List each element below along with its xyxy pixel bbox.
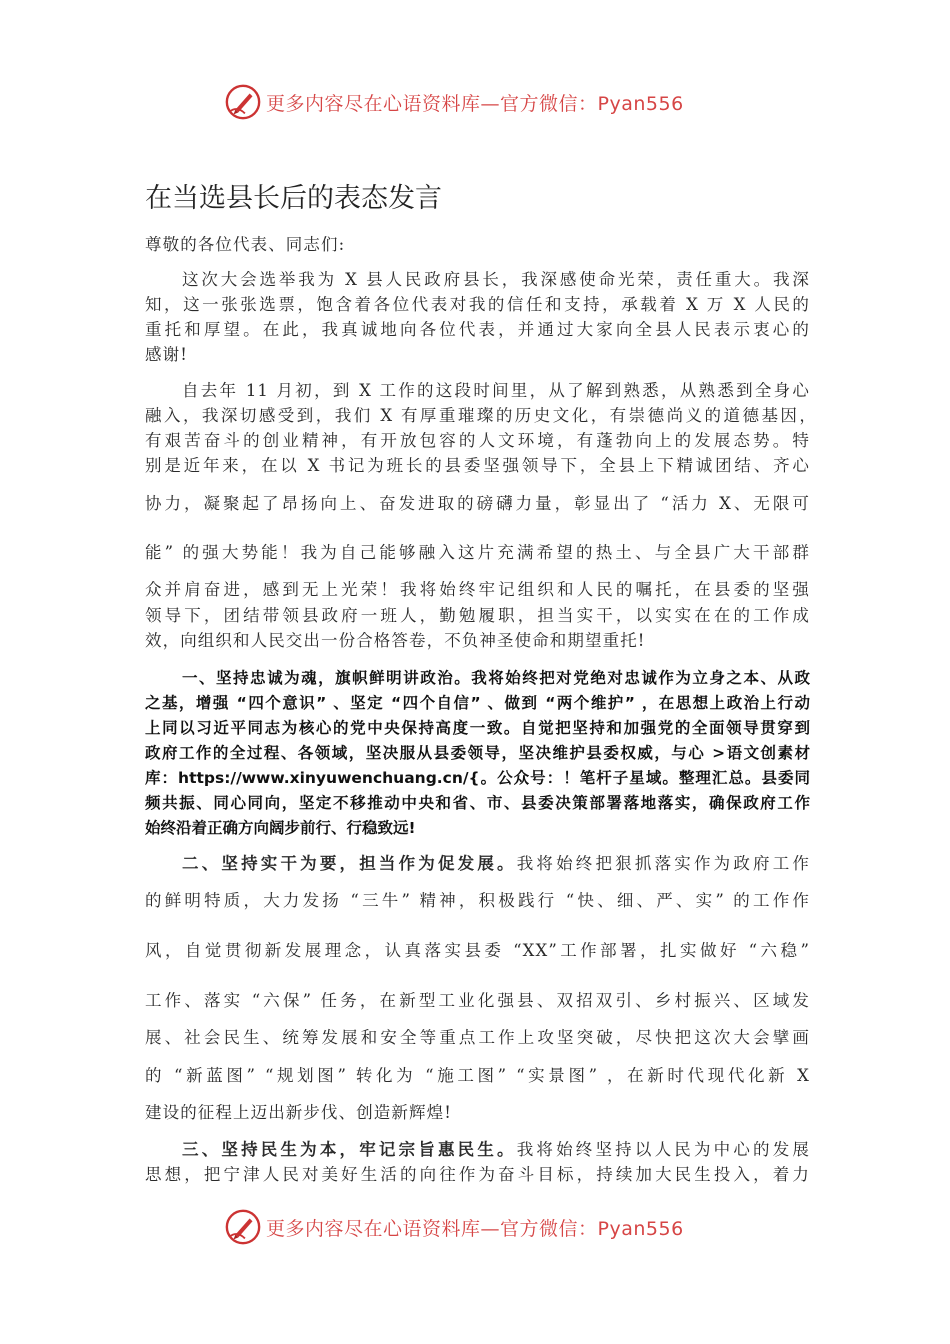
section-two-line: 工作、落实 “六保” 任务，在新型工业化强县、双招双引、乡村振兴、区域发 bbox=[145, 991, 810, 1010]
section-one-line: 上同以习近平同志为核心的党中央保持高度一致。自觉把坚持和加强党的全面领导贯穿到 bbox=[145, 719, 810, 737]
wechat-id: Pyan556 bbox=[597, 92, 684, 115]
salutation: 尊敬的各位代表、同志们: bbox=[145, 235, 346, 254]
paragraph-line: 领导下，团结带领县政府一班人，勤勉履职，担当实干，以实实在在的工作成 bbox=[145, 606, 810, 625]
section-one-line: 始终沿着正确方向阔步前行、行稳致远! bbox=[145, 819, 416, 837]
paragraph-line: 别是近年来，在以 X 书记为班长的县委坚强领导下，全县上下精诚团结、齐心 bbox=[145, 456, 810, 475]
section-three-line: 三、坚持民生为本，牢记宗旨惠民生。我将始终坚持以人民为中心的发展 bbox=[182, 1140, 810, 1159]
footer-banner bbox=[0, 1207, 950, 1247]
banner-text: 更多内容尽在心语资料库—官方微信：Pyan556 bbox=[266, 1217, 684, 1240]
pen-logo-icon bbox=[224, 1208, 262, 1246]
wechat-id: Pyan556 bbox=[597, 1217, 684, 1240]
section-one-line: 之基，增强 “四个意识” 、坚定 “四个自信” 、做到 “两个维护” ，在思想上政治上行动 bbox=[145, 694, 810, 712]
section-two-line: 的鲜明特质，大力发扬 “三牛” 精神，积极践行 “快、细、严、实” 的工作作 bbox=[145, 891, 810, 910]
section-two-heading: 二、坚持实干为要，担当作为促发展。 bbox=[182, 854, 517, 873]
paragraph-line: 协力，凝聚起了昂扬向上、奋发进取的磅礴力量，彰显出了 “活力 X、无限可 bbox=[145, 494, 810, 513]
paragraph-line: 融入，我深切感受到，我们 X 有厚重璀璨的历史文化，有崇德尚义的道德基因， bbox=[145, 406, 817, 425]
section-one-line: 政府工作的全过程、各领域，坚决服从县委领导，坚决维护县委权威，与心 >语文创素材 bbox=[145, 744, 810, 762]
paragraph-line: 能” 的强大势能！我为自己能够融入这片充满希望的热土、与全县广大干部群 bbox=[145, 543, 810, 562]
paragraph-line: 重托和厚望。在此，我真诚地向各位代表，并通过大家向全县人民表示衷心的 bbox=[145, 320, 810, 339]
section-two-line: 二、坚持实干为要，担当作为促发展。我将始终把狠抓落实作为政府工作 bbox=[182, 854, 810, 873]
header-banner bbox=[0, 82, 950, 122]
page-title: 在当选县长后的表态发言 bbox=[145, 183, 442, 214]
section-three-line: 思想，把宁津人民对美好生活的向往作为奋斗目标，持续加大民生投入，着力 bbox=[145, 1165, 810, 1184]
paragraph-line: 这次大会选举我为 X 县人民政府县长，我深感使命光荣，责任重大。我深 bbox=[182, 270, 810, 289]
paragraph-line: 效，向组织和人民交出一份合格答卷，不负神圣使命和期望重托! bbox=[145, 631, 646, 650]
section-one-line: 频共振、同心同向，坚定不移推动中央和省、市、县委决策部署落地落实，确保政府工作 bbox=[145, 794, 810, 812]
paragraph-line: 众并肩奋进，感到无上光荣！我将始终牢记组织和人民的嘱托，在县委的坚强 bbox=[145, 580, 810, 599]
section-one-line: 库：https://www.xinyuwenchuang.cn/{。公众号：！笔杆子星域。整理汇总。县委同 bbox=[145, 769, 810, 787]
paragraph-line: 有艰苦奋斗的创业精神，有开放包容的人文环境，有蓬勃向上的发展态势。特 bbox=[145, 431, 810, 450]
section-two-line: 展、社会民生、统筹发展和安全等重点工作上攻坚突破，尽快把这次大会擘画 bbox=[145, 1028, 810, 1047]
banner-text: 更多内容尽在心语资料库—官方微信：Pyan556 bbox=[266, 92, 684, 115]
section-two-line: 风，自觉贯彻新发展理念，认真落实县委 “XX”工作部署，扎实做好 “六稳” bbox=[145, 941, 810, 960]
pen-logo-icon bbox=[224, 83, 262, 121]
section-two-line: 建设的征程上迈出新步伐、创造新辉煌! bbox=[145, 1103, 452, 1122]
section-one-line: 一、坚持忠诚为魂，旗帜鲜明讲政治。我将始终把对党绝对忠诚作为立身之本、从政 bbox=[182, 669, 810, 687]
paragraph-line: 自去年 11 月初，到 X 工作的这段时间里，从了解到熟悉，从熟悉到全身心 bbox=[182, 381, 810, 400]
paragraph-line: 感谢! bbox=[145, 345, 188, 364]
section-three-heading: 三、坚持民生为本，牢记宗旨惠民生。 bbox=[182, 1140, 517, 1159]
section-two-line: 的 “新蓝图” “规划图” 转化为 “施工图” “实景图” ，在新时代现代化新 X bbox=[145, 1066, 810, 1085]
paragraph-line: 知，这一张张选票，饱含着各位代表对我的信任和支持，承载着 X 万 X 人民的 bbox=[145, 295, 810, 314]
